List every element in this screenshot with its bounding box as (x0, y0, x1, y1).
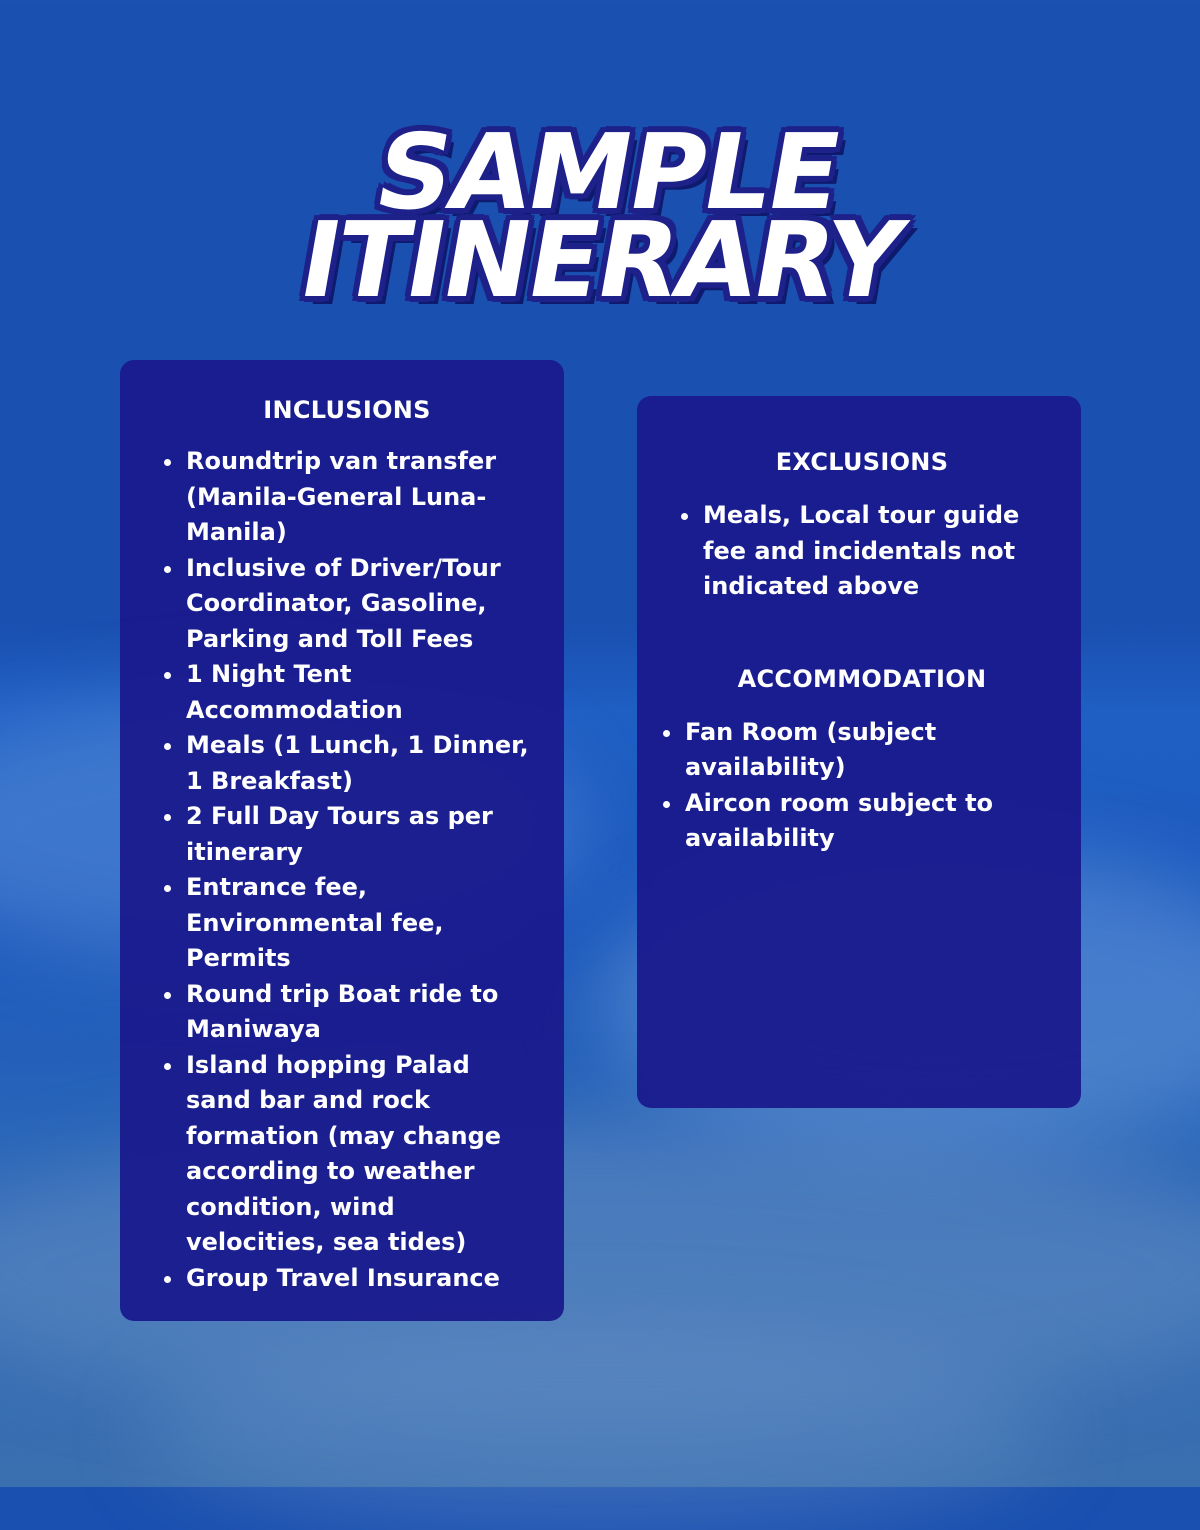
list-item: Meals (1 Lunch, 1 Dinner, 1 Breakfast) (160, 728, 534, 799)
list-item: 1 Night Tent Accommodation (160, 657, 534, 728)
page-title (0, 111, 1200, 321)
list-item: Aircon room subject to availability (659, 786, 1057, 857)
inclusions-card (120, 360, 564, 1321)
accommodation-heading: ACCOMMODATION (737, 664, 987, 693)
exclusions-heading: EXCLUSIONS (775, 448, 949, 476)
list-item: Inclusive of Driver/Tour Coordinator, Gasoline, Parking and Toll Fees (160, 551, 534, 658)
list-item: Fan Room (subject availability) (659, 715, 1057, 786)
list-item: Round trip Boat ride to Maniwaya (160, 977, 534, 1048)
title-line-1: SAMPLE (366, 111, 849, 233)
list-item: Meals, Local tour guide fee and incidentals not indicated above (677, 498, 1057, 605)
title-line-2: ITINERARY (291, 199, 912, 321)
exclusions-accommodation-card (637, 396, 1081, 1108)
list-item: Island hopping Palad sand bar and rock formation (may change according to weather condition, wind velocities, sea tides) (160, 1048, 534, 1261)
exclusions-list (667, 498, 1057, 605)
list-item: 2 Full Day Tours as per itinerary (160, 799, 534, 870)
list-item: Entrance fee, Environmental fee, Permits (160, 870, 534, 977)
inclusions-list (160, 444, 534, 1296)
list-item: Roundtrip van transfer (Manila-General Luna-Manila) (160, 444, 534, 551)
inclusions-heading: INCLUSIONS (263, 396, 431, 424)
list-item: Group Travel Insurance (160, 1261, 534, 1297)
background-blur (150, 1330, 1050, 1530)
accommodation-list (659, 715, 1057, 857)
